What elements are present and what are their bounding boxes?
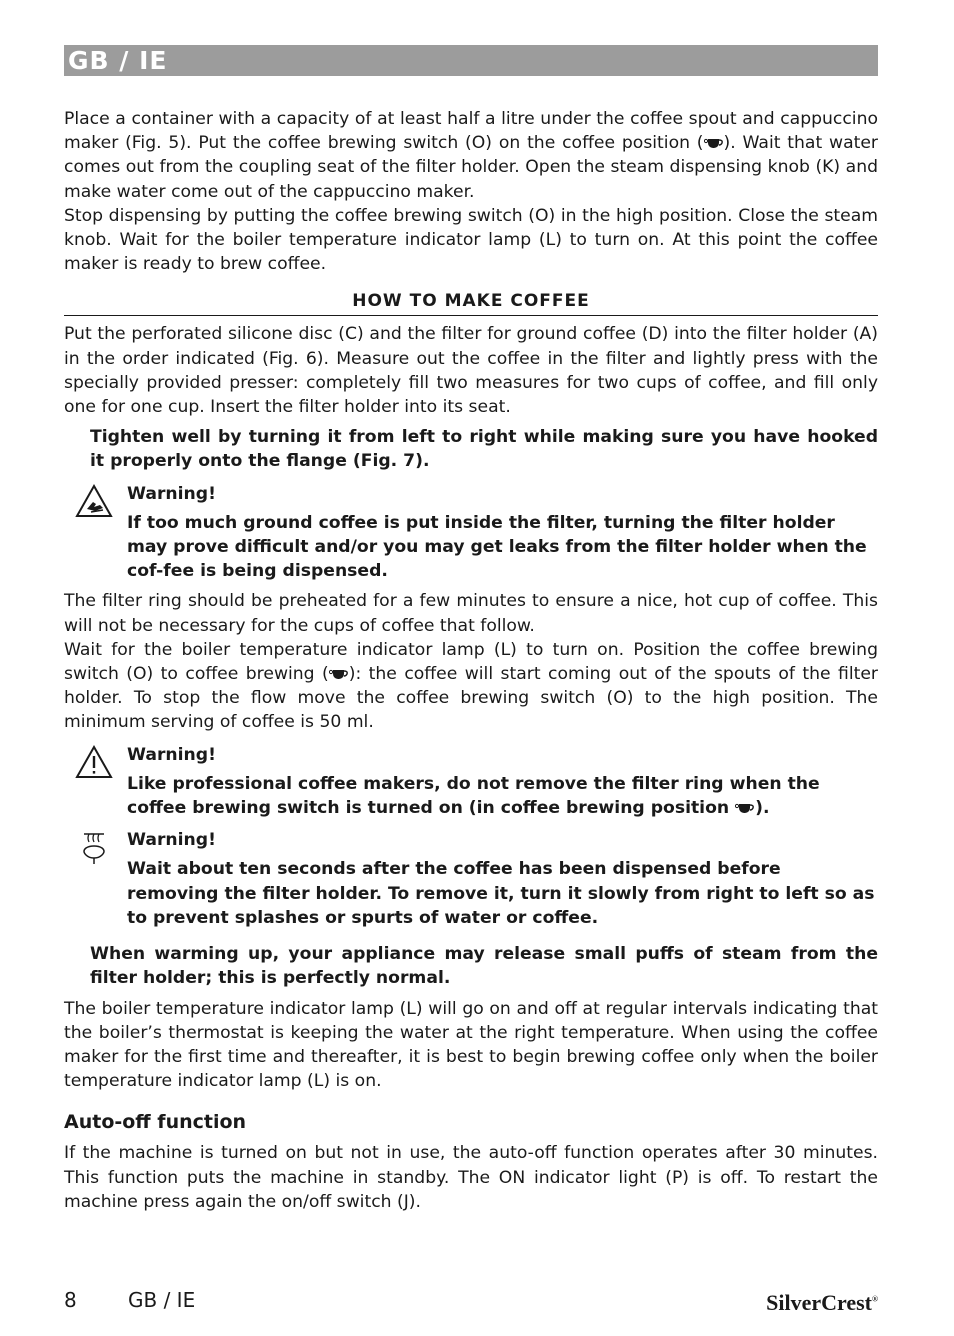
coffee-cup-icon	[704, 136, 724, 150]
page-header-title: GB / IE	[64, 45, 878, 76]
page-number: 8	[64, 1288, 77, 1312]
footer-language: GB / IE	[128, 1288, 196, 1312]
intro-p1b-text: ). Wait that water comes out from the coupling seat of the filter holder. Open the steam dispensing knob (K) and make water come out of the cappuccino maker.	[64, 133, 878, 202]
warning-2-text-b: ).	[755, 798, 770, 819]
hand-hazard-icon	[74, 482, 114, 522]
brand-name: SilverCrest	[766, 1290, 873, 1315]
coffee-cup-icon	[735, 801, 755, 815]
warning-1-title: Warning!	[127, 483, 216, 504]
warning-block-hot-surface	[64, 828, 878, 930]
warning-2-text-a: Like professional coffee makers, do not remove the filter ring when the coffee brewing switch is turned on (in coffee brewing position	[127, 773, 820, 819]
section-paragraph-1: Put the perforated silicone disc (C) and the filter for ground coffee (D) into the filter holder (A) in the order indicated (Fig. 6). Measure out the coffee in the filter and lightly press with the specially provided presser: completely fill two measures for two cups of coffee, and fill only one for one cup. Insert the filter holder into its seat.	[64, 324, 878, 418]
section-paragraph-4: The boiler temperature indicator lamp (L) will go on and off at regular intervals indicating that the boiler’s thermostat is keeping the water at the right temperature. When using the coffee maker for the first time and thereafter, it is best to begin brewing coffee only when the boiler temperature indicator lamp (L) is on.	[64, 998, 878, 1092]
intro-paragraph-2: Stop dispensing by putting the coffee brewing switch (O) in the high position. Close the steam knob. Wait for the boiler temperature indicator lamp (L) to turn on. At this point the coffee maker is ready to brew coffee.	[64, 205, 878, 275]
warning-2-text	[127, 772, 878, 820]
section-heading-how-to-make-coffee: HOW TO MAKE COFFEE	[64, 289, 878, 316]
warning-block-ground-coffee	[64, 482, 878, 584]
intro-section	[64, 107, 878, 276]
auto-off-heading: Auto-off function	[64, 1111, 247, 1134]
p3a-text: Wait for the boiler temperature indicator lamp (L) to turn on. Position the coffee brewing switch (O) to coffee brewing (	[64, 639, 878, 685]
emphasis-warming-up: When warming up, your appliance may release small puffs of steam from the filter holder; this is perfectly normal.	[90, 944, 878, 989]
manual-page	[64, 45, 878, 1214]
auto-off-text: If the machine is turned on but not in use, the auto-off function operates after 30 minutes. This function puts the machine in standby. The ON indicator light (P) is off. To restart the machine press again the on/off switch (J).	[64, 1143, 878, 1212]
coffee-cup-icon	[329, 667, 349, 681]
warning-3-text: Wait about ten seconds after the coffee has been dispensed before removing the filter holder. To remove it, turn it slowly from right to left so as to prevent splashes or spurts of water or coffee.	[127, 859, 875, 928]
section-paragraph-2: The filter ring should be preheated for a few minutes to ensure a nice, hot cup of coffee. This will not be necessary for the cups of coffee that follow.	[64, 591, 878, 636]
intro-p1-text: Place a container with a capacity of at least half a litre under the coffee spout and cappuccino maker (Fig. 5). Put the coffee brewing switch (O) on the coffee position (	[64, 109, 878, 154]
brand-logo	[766, 1290, 878, 1316]
page-footer	[64, 1288, 878, 1316]
section-paragraph-3	[64, 638, 878, 735]
warning-block-filter-ring	[64, 743, 878, 821]
warning-2-title: Warning!	[127, 744, 216, 765]
p3b-text: ): the coffee will start coming out of the spouts of the filter holder. To stop the flow move the coffee brewing switch (O) to the high position. The minimum serving of coffee is 50 ml.	[64, 664, 878, 733]
hot-surface-icon	[74, 828, 114, 868]
exclamation-triangle-icon	[74, 743, 114, 783]
warning-3-title: Warning!	[127, 830, 216, 851]
warning-1-text: If too much ground coffee is put inside the filter, turning the filter holder may prove difficult and/or you may get leaks from the filter holder when the cof-fee is being dispensed.	[127, 512, 867, 582]
intro-paragraph-1	[64, 107, 878, 204]
registered-mark: ®	[872, 1294, 878, 1304]
emphasis-tighten: Tighten well by turning it from left to right while making sure you have hooked it properly onto the flange (Fig. 7).	[90, 427, 878, 472]
